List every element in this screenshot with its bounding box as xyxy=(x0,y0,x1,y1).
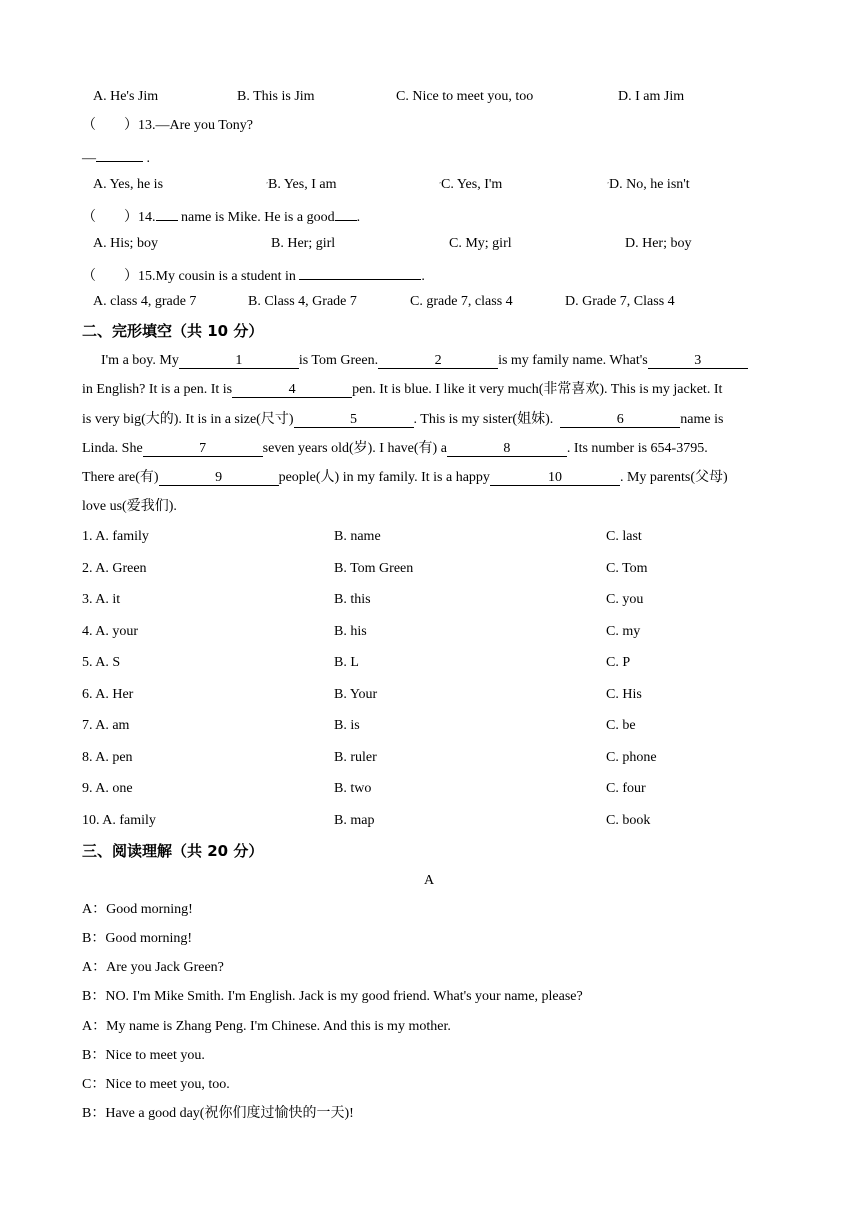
cloze-blank-5: 5 xyxy=(294,412,414,428)
q12-option-c: C. Nice to meet you, too xyxy=(396,89,534,104)
passage-text: . My parents(父母) xyxy=(619,470,728,485)
cloze-option: 7. A. am xyxy=(82,718,130,733)
cloze-blank-6: 6 xyxy=(560,412,680,428)
section-3-title: 三、阅读理解（共 20 分） xyxy=(82,842,264,860)
cloze-option: B. Your xyxy=(334,687,378,702)
question-15-stem-a: 15.My cousin is a student in xyxy=(138,269,300,284)
q14-option-a: A. His; boy xyxy=(93,236,158,251)
passage-line-1 xyxy=(101,352,748,370)
passage-text: . Its number is 654-3795. xyxy=(566,441,708,456)
passage-text: There are(有) xyxy=(82,470,159,485)
dialogue-line: B：Good morning! xyxy=(82,931,193,946)
section-2-title: 二、完形填空（共 10 分） xyxy=(82,322,264,340)
cloze-blank-7: 7 xyxy=(143,441,263,457)
passage-text: pen. It is blue. I like it very much(非常喜欢). This is my jacket. It xyxy=(352,382,723,397)
cloze-option: B. this xyxy=(334,592,371,607)
question-13 xyxy=(82,117,253,135)
dialogue-line: B：Have a good day(祝你们度过愉快的一天)! xyxy=(82,1106,354,1121)
mark-icon: ’ xyxy=(266,182,268,188)
cloze-option: B. L xyxy=(334,655,359,670)
cloze-option: B. map xyxy=(334,813,375,828)
answer-paren: （ ） xyxy=(82,269,138,284)
q15-option-c: C. grade 7, class 4 xyxy=(410,294,513,309)
q13-option-b-text: B. Yes, I am xyxy=(268,177,337,193)
passage-text: is Tom Green. xyxy=(298,353,379,368)
passage-text: is very big(大的). It is in a size(尺寸) xyxy=(82,412,294,427)
question-14-stem-c: . xyxy=(356,210,361,225)
q15-option-d: D. Grade 7, Class 4 xyxy=(565,294,675,309)
question-13-reply xyxy=(82,146,150,168)
q12-option-b: B. This is Jim xyxy=(237,89,315,104)
cloze-blank-8: 8 xyxy=(447,441,567,457)
cloze-blank-2: 2 xyxy=(378,353,498,369)
cloze-option: C. last xyxy=(606,529,642,544)
q13-option-c xyxy=(439,176,502,194)
cloze-option: C. my xyxy=(606,624,641,639)
cloze-option: 5. A. S xyxy=(82,655,121,670)
cloze-option: C. be xyxy=(606,718,636,733)
cloze-option: B. ruler xyxy=(334,750,377,765)
cloze-option: 4. A. your xyxy=(82,624,138,639)
cloze-blank-3: 3 xyxy=(648,353,748,369)
answer-blank xyxy=(96,146,143,162)
dialogue-line: A：Are you Jack Green? xyxy=(82,960,224,975)
question-14-stem-b: name is Mike. He is a good xyxy=(177,210,335,225)
q15-option-b: B. Class 4, Grade 7 xyxy=(248,294,357,309)
dialogue-line: B：NO. I'm Mike Smith. I'm English. Jack is my good friend. What's your name, please? xyxy=(82,989,583,1004)
passage-text: seven years old(岁). I have(有) a xyxy=(262,441,447,456)
cloze-blank-1: 1 xyxy=(179,353,299,369)
answer-paren: （ ） xyxy=(82,210,138,225)
cloze-option: B. two xyxy=(334,781,372,796)
passage-text: in English? It is a pen. It is xyxy=(82,382,233,397)
passage-text: Linda. She xyxy=(82,441,143,456)
cloze-option: 3. A. it xyxy=(82,592,121,607)
answer-blank xyxy=(156,205,178,221)
answer-blank xyxy=(299,264,421,280)
reply-end: . xyxy=(143,151,150,166)
question-14-stem-a: 14. xyxy=(138,210,156,225)
passage-line-4 xyxy=(82,440,708,458)
passage-text: I'm a boy. My xyxy=(101,353,179,368)
mark-icon: ’ xyxy=(439,182,441,188)
cloze-option: C. four xyxy=(606,781,646,796)
question-15 xyxy=(82,264,425,286)
q13-option-a: A. Yes, he is xyxy=(93,177,164,192)
passage-text: name is xyxy=(680,412,724,427)
dialogue-line: C：Nice to meet you, too. xyxy=(82,1077,230,1092)
mark-icon: ’ xyxy=(607,182,609,188)
cloze-option: B. his xyxy=(334,624,367,639)
cloze-option: 6. A. Her xyxy=(82,687,134,702)
cloze-option: 8. A. pen xyxy=(82,750,133,765)
cloze-blank-9: 9 xyxy=(159,470,279,486)
question-15-stem-b: . xyxy=(421,269,425,284)
q13-option-d xyxy=(607,176,690,194)
cloze-option: C. book xyxy=(606,813,651,828)
cloze-blank-10: 10 xyxy=(490,470,620,486)
cloze-option: 9. A. one xyxy=(82,781,133,796)
q14-option-c: C. My; girl xyxy=(449,236,512,251)
cloze-option: C. Tom xyxy=(606,561,648,576)
q14-option-d: D. Her; boy xyxy=(625,236,692,251)
reading-a-title: A xyxy=(424,873,435,888)
dialogue-line: A：Good morning! xyxy=(82,902,193,917)
reply-dash: — xyxy=(82,151,96,166)
q13-option-d-text: D. No, he isn't xyxy=(609,177,690,193)
cloze-option: B. is xyxy=(334,718,360,733)
q15-option-a: A. class 4, grade 7 xyxy=(93,294,197,309)
cloze-option: C. phone xyxy=(606,750,657,765)
passage-text: people(人) in my family. It is a happy xyxy=(278,470,490,485)
passage-text: . This is my sister(姐妹). xyxy=(413,412,554,427)
cloze-option: B. Tom Green xyxy=(334,561,414,576)
cloze-option: B. name xyxy=(334,529,381,544)
cloze-option: 1. A. family xyxy=(82,529,149,544)
q12-option-a: A. He's Jim xyxy=(93,89,159,104)
passage-line-3 xyxy=(82,411,723,429)
q13-option-c-text: C. Yes, I'm xyxy=(441,177,503,193)
answer-paren: （ ） xyxy=(82,118,138,133)
q14-option-b: B. Her; girl xyxy=(271,236,336,251)
cloze-option: C. you xyxy=(606,592,644,607)
q12-option-d: D. I am Jim xyxy=(618,89,685,104)
cloze-option: 2. A. Green xyxy=(82,561,147,576)
q13-option-b xyxy=(266,176,336,194)
cloze-blank-4: 4 xyxy=(232,382,352,398)
passage-text: is my family name. What's xyxy=(498,353,648,368)
dialogue-line: A：My name is Zhang Peng. I'm Chinese. And this is my mother. xyxy=(82,1019,451,1034)
cloze-option: C. His xyxy=(606,687,642,702)
passage-line-6: love us(爱我们). xyxy=(82,499,177,514)
question-14 xyxy=(82,205,360,227)
dialogue-line: B：Nice to meet you. xyxy=(82,1048,205,1063)
passage-line-5 xyxy=(82,469,728,487)
cloze-option: C. P xyxy=(606,655,631,670)
passage-line-2 xyxy=(82,381,722,399)
answer-blank xyxy=(335,205,357,221)
question-13-stem: 13.—Are you Tony? xyxy=(138,118,254,133)
cloze-option: 10. A. family xyxy=(82,813,156,828)
